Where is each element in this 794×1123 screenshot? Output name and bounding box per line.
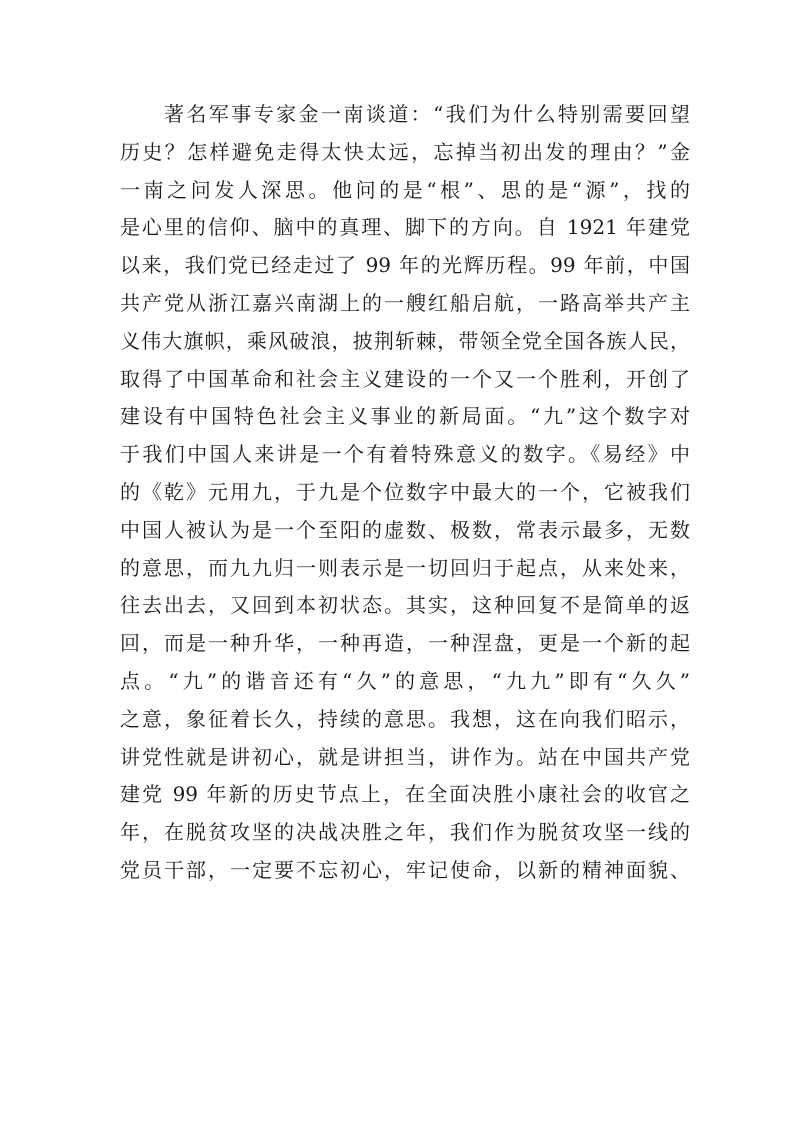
paragraph-line: 共产党从浙江嘉兴南湖上的一艘红船启航，一路高举共产主 (120, 290, 690, 315)
paragraph-line: 是心里的信仰、脑中的真理、脚下的方向。自 1921 年建党 (120, 215, 690, 240)
paragraph-line: 回，而是一种升华，一种再造，一种涅盘，更是一个新的起 (120, 631, 690, 656)
paragraph-line: 取得了中国革命和社会主义建设的一个又一个胜利，开创了 (120, 366, 690, 391)
paragraph-line: 以来，我们党已经走过了 99 年的光辉历程。99 年前，中国 (120, 253, 690, 278)
paragraph-line: 的《乾》元用九，于九是个位数字中最大的一个，它被我们 (120, 479, 690, 504)
paragraph-line: 义伟大旗帜，乘风破浪，披荆斩棘，带领全党全国各族人民， (120, 328, 690, 353)
paragraph-line: 的意思，而九九归一则表示是一切回归于起点，从来处来， (120, 555, 690, 580)
paragraph-line: 于我们中国人来讲是一个有着特殊意义的数字。《易经》中 (120, 442, 690, 467)
paragraph-line: 历史？怎样避免走得太快太远，忘掉当初出发的理由？”金 (120, 139, 690, 164)
paragraph-line: 中国人被认为是一个至阳的虚数、极数，常表示最多，无数 (120, 517, 690, 542)
paragraph-line: 讲党性就是讲初心，就是讲担当，讲作为。站在中国共产党 (120, 744, 690, 769)
paragraph-line: 往去出去，又回到本初状态。其实，这种回复不是简单的返 (120, 593, 690, 618)
paragraph-line: 建党 99 年新的历史节点上，在全面决胜小康社会的收官之 (120, 782, 690, 807)
body-paragraph (120, 96, 690, 890)
paragraph-line: 年，在脱贫攻坚的决战决胜之年，我们作为脱贫攻坚一线的 (120, 820, 690, 845)
paragraph-line: 著名军事专家金一南谈道：“我们为什么特别需要回望 (164, 102, 690, 126)
paragraph-line: 一南之问发人深思。他问的是“根”、思的是“源”，找的 (120, 177, 690, 202)
paragraph-line: 之意，象征着长久，持续的意思。我想，这在向我们昭示， (120, 706, 690, 731)
paragraph-line: 点。“九”的谐音还有“久”的意思，“九九”即有“久久” (120, 668, 690, 693)
paragraph-line: 党员干部，一定要不忘初心，牢记使命，以新的精神面貌、 (120, 857, 690, 882)
paragraph-line: 建设有中国特色社会主义事业的新局面。“九”这个数字对 (120, 404, 690, 429)
